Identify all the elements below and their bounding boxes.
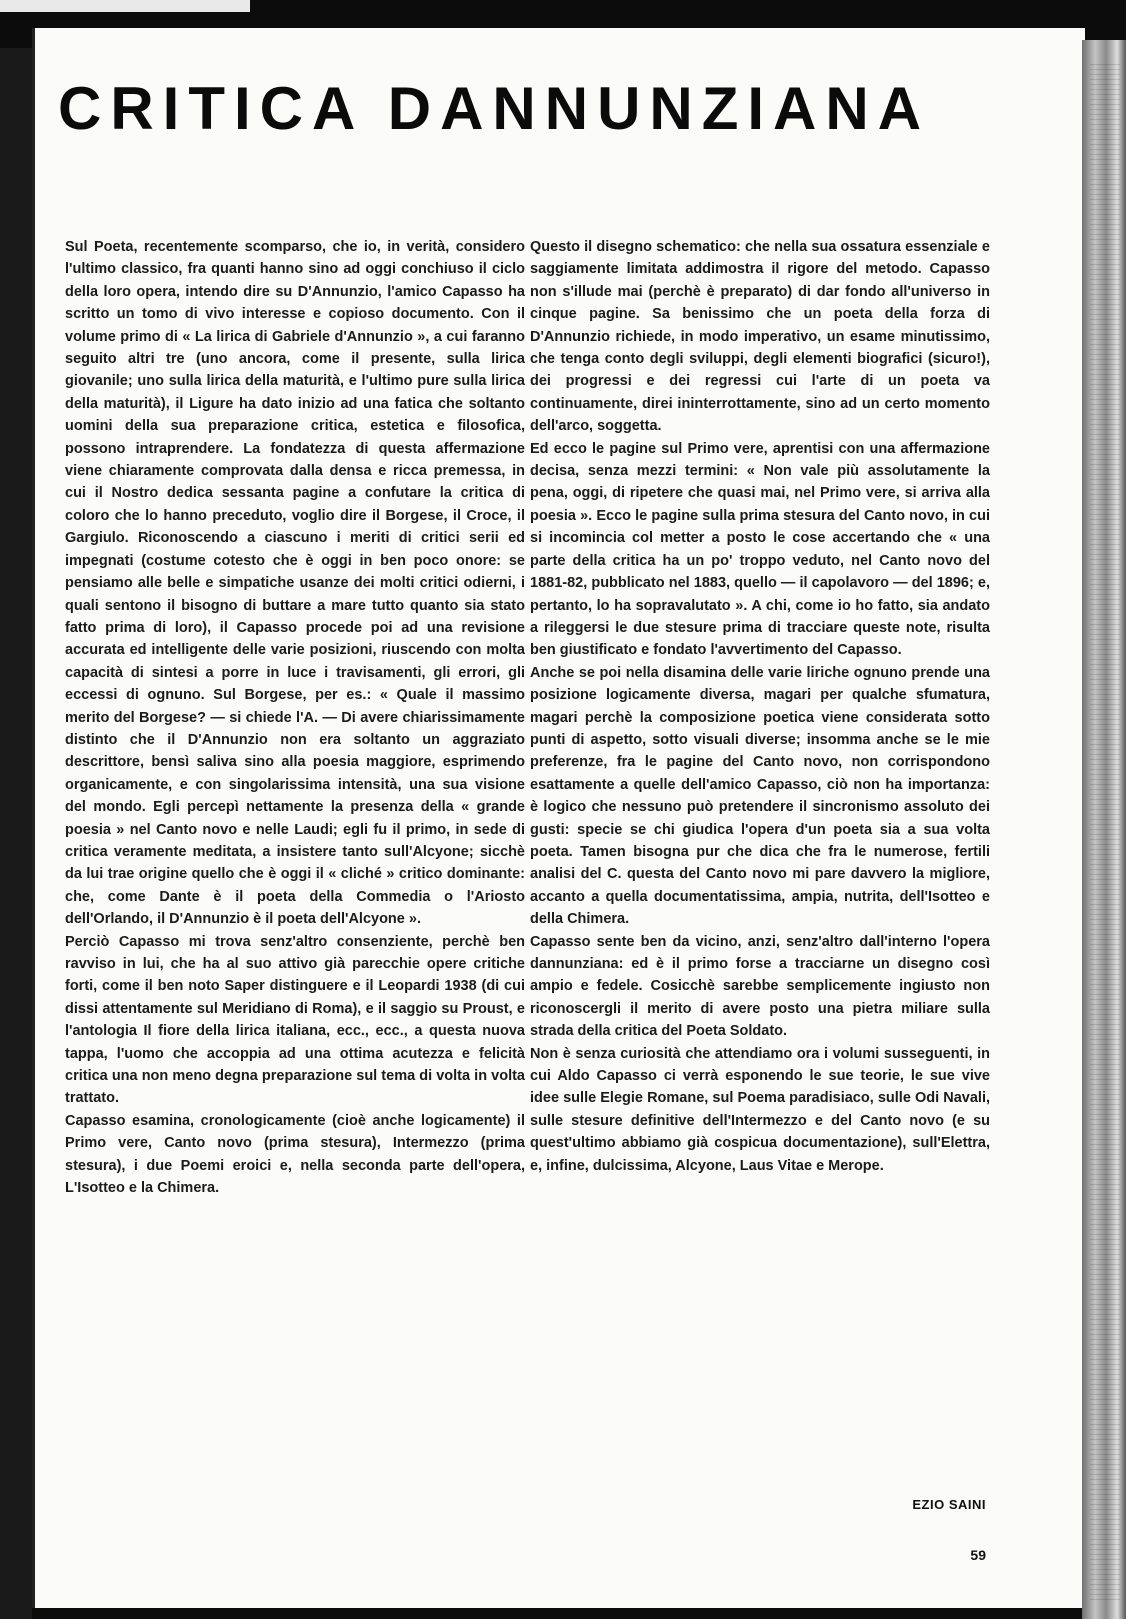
right-paragraph-1: Questo il disegno schematico: che nella sua ossatura essenziale e saggiamente limitata addimostra il rigore del metodo. Capasso non s'illude mai (perchè è preparato) di dar fondo all'universo in cinque pagine. Sa benissimo che un poeta della forza di D'Annunzio richiede, in modo imperativo, un esame minutissimo, che tenga conto degli sviluppi, degli elementi biografici (sicuro!), dei progressi e dei regressi cui l'arte di un poeta va continuamente, direi ininterrottamente, sino ad un certo momento dell'arco, soggetta.	[530, 239, 990, 435]
right-column	[530, 236, 990, 1177]
right-paragraph-3: Anche se poi nella disamina delle varie liriche ognuno prende una posizione logicamente diversa, magari per qualche sfumatura, magari perchè la composizione poetica viene considerata sotto punti di aspetto, sotto visuali diverse; insomma anche se le mie preferenze, fra le pagine del Canto novo, non corrispondono esattamente a quelle dell'amico Capasso, ciò non ha importanza: è logico che nessuno può pretendere il sincronismo assoluto dei gusti: specie se chi giudica l'opera d'un poeta sia a sua volta poeta. Tamen bisogna pur che dica che fra le numerose, fertili analisi del C. questa del Canto novo mi pare davvero la migliore, accanto a quella documentatissima, ampia, nutrita, dell'Isotteo e della Chimera.	[530, 664, 990, 928]
book-spine-pages	[1090, 60, 1120, 1600]
page-number: 59	[970, 1547, 986, 1563]
left-column	[65, 236, 525, 1199]
scan-bottom-border	[32, 1608, 1082, 1619]
left-paragraph-1: Sul Poeta, recentemente scomparso, che io, in verità, considero l'ultimo classico, fra quanti hanno sino ad oggi conchiuso il ciclo della loro opera, intendo dire su D'Annunzio, l'amico Capasso ha scritto un tomo di vivo interesse e copioso documento. Con il volume primo di « La lirica di Gabriele d'Annunzio », a cui faranno seguito altri tre (uno ancora, come il presente, sulla lirica giovanile; uno sulla lirica della maturità, e l'ultimo pure sulla lirica della maturità), il Ligure ha dato inizio ad una fatica che soltanto uomini della sua preparazione critica, estetica e filosofica, possono intraprendere. La fondatezza di questa affermazione viene chiaramente comprovata dalla densa e ricca premessa, in cui il Nostro dedica sessanta pagine a confutare la critica di coloro che lo hanno preceduto, voglio dire il Borgese, il Croce, il Gargiulo. Riconoscendo a ciascuno i meriti di critici serii ed impegnati (costume cotesto che è oggi in ben poco onore: se pensiamo alle belle e simpatiche usanze dei molti critici odierni, i quali sentono il bisogno di buttare a mare tutto quanto sia stato fatto prima di loro), il Capasso procede poi ad una revisione accurata ed intelligente delle varie posizioni, riuscendo con molta capacità di sintesi a porre in luce i travisamenti, gli errori, gli eccessi di ognuno. Sul Borgese, per es.: « Quale il massimo merito del Borgese? — si chiede l'A. — Di avere chiarissimamente distinto che il D'Annunzio non era soltanto un aggraziato descrittore, bensì saliva sino alla poesia maggiore, esprimendo organicamente, e con singolarissima intensità, una sua visione del mondo. Egli percepì nettamente la presenza della « grande poesia » nel Canto novo e nelle Laudi; egli fu il primo, in sede di critica veramente meditata, a insistere tanto sull'Alcyone; sicchè da lui trae origine quello che è oggi il « cliché » critico dominante: che, come Dante è il poeta della Commedia o l'Ariosto dell'Orlando, il D'Annunzio è il poeta dell'Alcyone ».	[65, 239, 525, 928]
right-paragraph-4: Capasso sente ben da vicino, anzi, senz'altro dall'interno l'opera dannunziana: ed è il primo forse a tracciarne un disegno così ampio e fedele. Cosicchè sarebbe semplicemente ingiusto non riconoscergli il merito di avere posto una pietra miliare sulla strada della critica del Poeta Soldato.	[530, 933, 990, 1040]
article-title: CRITICA DANNUNZIANA	[58, 75, 931, 142]
author-signature: EZIO SAINI	[912, 1497, 986, 1512]
scan-top-highlight	[0, 0, 250, 12]
right-paragraph-2: Ed ecco le pagine sul Primo vere, aprentisi con una affermazione decisa, senza mezzi termini: « Non vale più assolutamente la pena, oggi, di ripetere che quasi mai, nel Primo vere, si arriva alla poesia ». Ecco le pagine sulla prima stesura del Canto novo, in cui si incomincia col metter a posto le cose accertando che « una parte della critica ha un po' troppo veduto, nel Canto novo del 1881-82, pubblicato nel 1883, quello — il capolavoro — del 1896; e, pertanto, lo ha sopravalutato ». A chi, come io ho fatto, sia andato a rileggersi le due stesure prima di tracciare queste note, risulta ben giustificato e fondato l'avvertimento del Capasso.	[530, 440, 990, 659]
left-paragraph-2: Perciò Capasso mi trova senz'altro consenziente, perchè ben ravviso in lui, che ha al suo attivo già parecchie opere critiche forti, come il ben noto Saper distinguere e il Leopardi 1938 (di cui dissi attentamente sul Meridiano di Roma), e il saggio su Proust, e l'antologia Il fiore della lirica italiana, ecc., ecc., a questa nuova tappa, l'uomo che accoppia ad una ottima acutezza e felicità critica una non meno degna preparazione sul tema di volta in volta trattato.	[65, 933, 525, 1107]
right-paragraph-5: Non è senza curiosità che attendiamo ora i volumi susseguenti, in cui Aldo Capasso ci verrà esponendo le sue teorie, le sue vive idee sulle Elegie Romane, sul Poema paradisiaco, sulle Odi Navali, sulle stesure definitive dell'Intermezzo e del Canto novo (e su quest'ultimo abbiamo già cospicua documentazione), sull'Elettra, e, infine, dulcissima, Alcyone, Laus Vitae e Merope.	[530, 1045, 990, 1174]
left-paragraph-3: Capasso esamina, cronologicamente (cioè anche logicamente) il Primo vere, Canto novo (prima stesura), Intermezzo (prima stesura), i due Poemi eroici e, nella seconda parte dell'opera, L'Isotteo e la Chimera.	[65, 1112, 525, 1197]
